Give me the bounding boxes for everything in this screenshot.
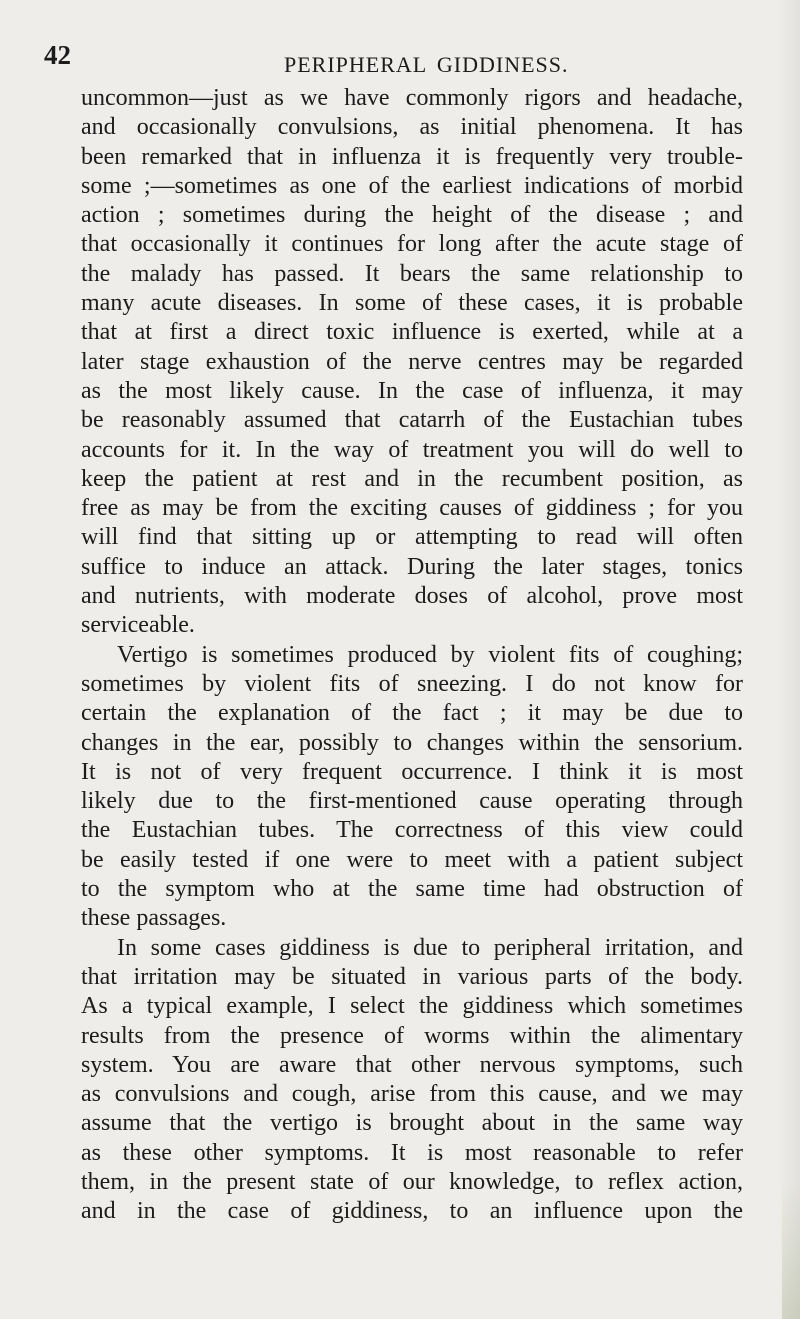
- page-number: 42: [44, 40, 71, 70]
- text-line: that occasionally it continues for long after the acute stage of: [81, 231, 743, 258]
- text-line: assume that the vertigo is brought about in the same way: [81, 1110, 743, 1137]
- text-line: As a typical example, I select the giddiness which sometimes: [81, 993, 743, 1020]
- text-line: the malady has passed. It bears the same relationship to: [81, 260, 743, 287]
- running-head: PERIPHERAL GIDDINESS.: [284, 52, 569, 77]
- text-line: and nutrients, with moderate doses of alcohol, prove most: [81, 583, 743, 610]
- text-line: will find that sitting up or attempting to read will often: [81, 524, 743, 551]
- text-line: as the most likely cause. In the case of influenza, it may: [81, 377, 743, 404]
- text-line: many acute diseases. In some of these cases, it is probable: [81, 290, 743, 317]
- text-line: and in the case of giddiness, to an influence upon the: [81, 1198, 743, 1225]
- text-line: some ;—sometimes as one of the earliest indications of morbid: [81, 172, 743, 199]
- paragraph-2: [81, 641, 743, 934]
- body-text: [81, 84, 743, 1227]
- text-line: likely due to the first-mentioned cause operating through: [81, 788, 743, 815]
- text-line: as these other symptoms. It is most reasonable to refer: [81, 1139, 743, 1166]
- text-line: sometimes by violent fits of sneezing. I do not know for: [81, 670, 743, 697]
- text-line: It is not of very frequent occurrence. I think it is most: [81, 758, 743, 785]
- text-line: be reasonably assumed that catarrh of the Eustachian tubes: [81, 407, 743, 434]
- text-line: free as may be from the exciting causes of giddiness ; for you: [81, 495, 743, 522]
- text-line: the Eustachian tubes. The correctness of this view could: [81, 817, 743, 844]
- text-line: that irritation may be situated in various parts of the body.: [81, 963, 743, 990]
- text-line: serviceable.: [81, 612, 195, 639]
- page-header: [44, 40, 764, 80]
- text-line: keep the patient at rest and in the recumbent position, as: [81, 465, 743, 492]
- text-line: accounts for it. In the way of treatment you will do well to: [81, 436, 743, 463]
- text-line: suffice to induce an attack. During the later stages, tonics: [81, 553, 743, 580]
- text-line: action ; sometimes during the height of the disease ; and: [81, 202, 743, 229]
- paragraph-1: [81, 84, 743, 641]
- page-edge-stain: [782, 1180, 800, 1319]
- page-edge-shadow: [778, 0, 800, 1319]
- text-line: system. You are aware that other nervous symptoms, such: [81, 1051, 743, 1078]
- text-line: changes in the ear, possibly to changes within the sensorium.: [81, 729, 743, 756]
- text-line: results from the presence of worms within the alimentary: [81, 1022, 743, 1049]
- text-line: that at first a direct toxic influence is exerted, while at a: [81, 319, 743, 346]
- paragraph-3: [81, 934, 743, 1227]
- text-line: these passages.: [81, 905, 227, 932]
- text-line: In some cases giddiness is due to peripheral irritation, and: [117, 934, 743, 961]
- text-line: be easily tested if one were to meet with a patient subject: [81, 846, 743, 873]
- text-line: certain the explanation of the fact ; it may be due to: [81, 700, 743, 727]
- text-line: to the symptom who at the same time had obstruction of: [81, 876, 743, 903]
- text-line: and occasionally convulsions, as initial phenomena. It has: [81, 114, 743, 141]
- text-line: been remarked that in influenza it is frequently very trouble-: [81, 143, 743, 170]
- text-line: them, in the present state of our knowledge, to reflex action,: [81, 1168, 743, 1195]
- text-line: later stage exhaustion of the nerve centres may be regarded: [81, 348, 743, 375]
- text-line: as convulsions and cough, arise from this cause, and we may: [81, 1081, 743, 1108]
- text-line: uncommon—just as we have commonly rigors and headache,: [81, 85, 743, 111]
- text-line: Vertigo is sometimes produced by violent fits of coughing;: [117, 641, 743, 668]
